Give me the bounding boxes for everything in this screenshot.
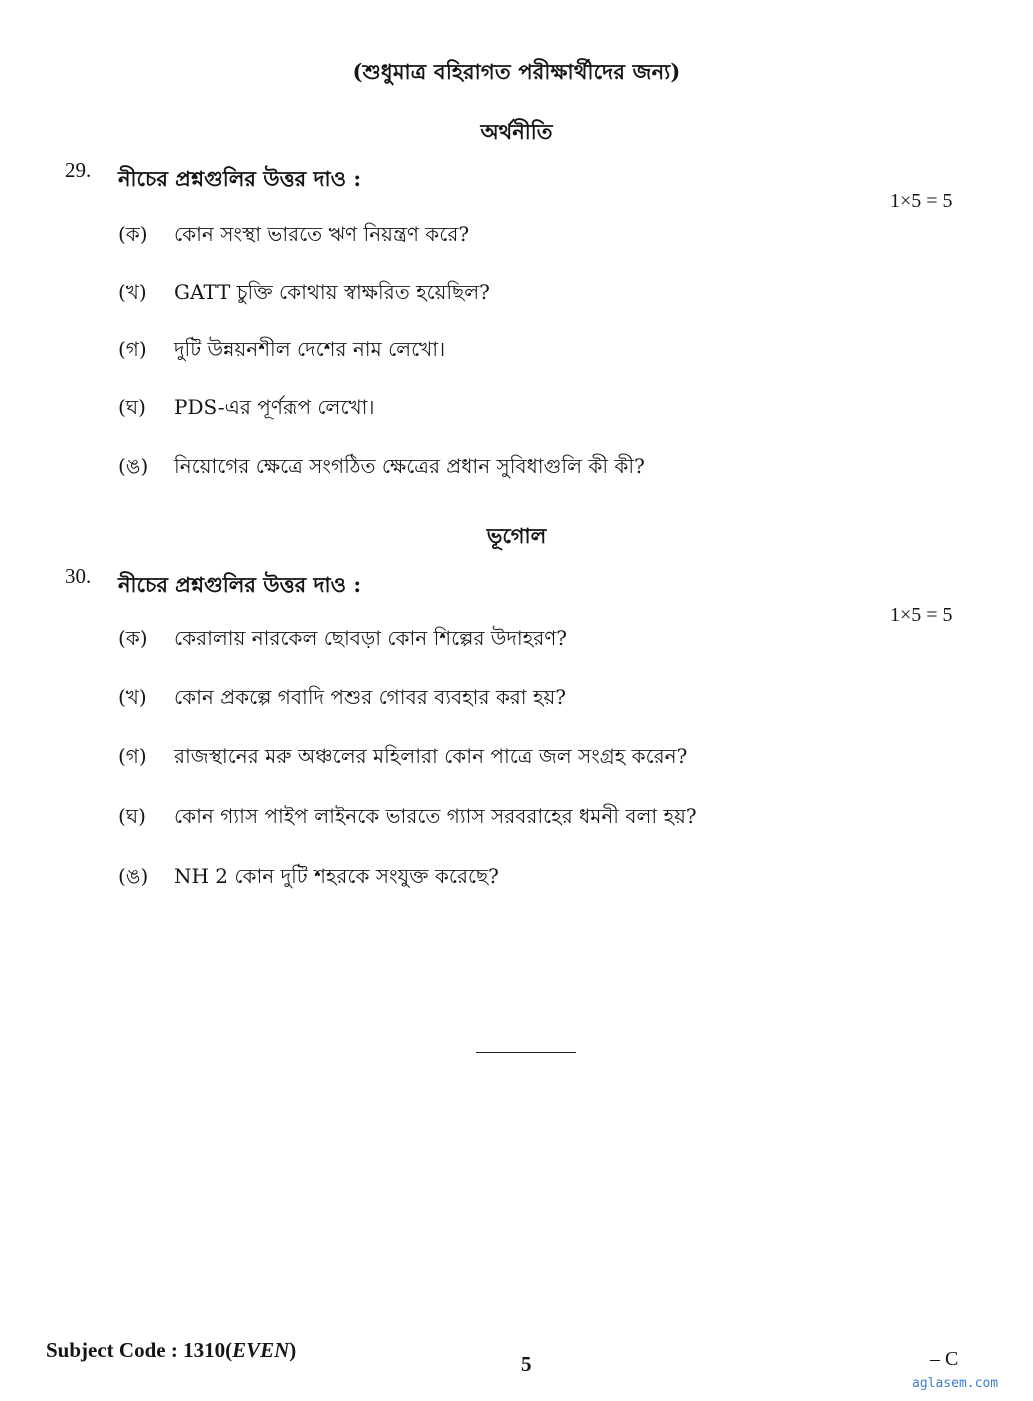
set-code: – C	[930, 1348, 959, 1370]
option-label: (ক)	[118, 626, 148, 650]
section-title-economics: অর্থনীতি	[480, 119, 553, 144]
end-divider	[476, 1052, 576, 1053]
option-text: PDS-এর পূর্ণরূপ লেখো।	[174, 395, 375, 419]
option-text: কোন সংস্থা ভারতে ঋণ নিয়ন্ত্রণ করে?	[174, 222, 470, 246]
page-number: 5	[521, 1352, 532, 1376]
option-29-kha	[118, 278, 490, 311]
subject-code-close: )	[289, 1338, 297, 1362]
option-30-kha	[118, 683, 566, 716]
option-label: (খ)	[118, 280, 147, 304]
option-label: (ঙ)	[118, 454, 149, 478]
option-label: (ঙ)	[118, 864, 149, 888]
option-30-uma	[118, 862, 499, 895]
option-text: GATT চুক্তি কোথায় স্বাক্ষরিত হয়েছিল?	[174, 280, 490, 304]
option-29-ga	[118, 335, 445, 368]
option-29-gha	[118, 393, 375, 426]
subject-code	[46, 1338, 296, 1363]
option-30-ga	[118, 742, 687, 775]
option-text: নিয়োগের ক্ষেত্রে সংগঠিত ক্ষেত্রের প্রধান সুবিধাগুলি কী কী?	[174, 454, 645, 478]
option-label: (ঘ)	[118, 395, 146, 419]
option-label: (গ)	[118, 744, 147, 768]
option-30-ka	[118, 624, 567, 657]
question-number-30: 30.	[65, 564, 92, 588]
option-29-ka	[118, 220, 469, 253]
option-text: কেরালায় নারকেল ছোবড়া কোন শিল্পের উদাহরণ?	[174, 626, 568, 650]
marks-30: 1×5 = 5	[890, 604, 953, 626]
option-text: রাজস্থানের মরু অঞ্চলের মহিলারা কোন পাত্রে জল সংগ্রহ করেন?	[174, 744, 688, 768]
watermark: aglasem.com	[912, 1376, 999, 1391]
option-text: দুটি উন্নয়নশীল দেশের নাম লেখো।	[174, 337, 446, 361]
option-29-uma	[118, 452, 645, 485]
question-text-30: নীচের প্রশ্নগুলির উত্তর দাও :	[118, 572, 362, 597]
subject-code-suffix: EVEN	[232, 1338, 290, 1362]
option-label: (ঘ)	[118, 804, 146, 828]
option-text: কোন প্রকল্পে গবাদি পশুর গোবর ব্যবহার করা হয়?	[174, 685, 566, 709]
option-30-gha	[118, 802, 697, 835]
marks-29: 1×5 = 5	[890, 190, 953, 212]
header-note: (শুধুমাত্র বহিরাগত পরীক্ষার্থীদের জন্য)	[352, 59, 681, 84]
option-label: (ক)	[118, 222, 148, 246]
option-label: (খ)	[118, 685, 147, 709]
option-text: NH 2 কোন দুটি শহরকে সংযুক্ত করেছে?	[174, 864, 499, 888]
option-label: (গ)	[118, 337, 147, 361]
subject-code-label: Subject Code : 1310(	[46, 1338, 233, 1362]
option-text: কোন গ্যাস পাইপ লাইনকে ভারতে গ্যাস সরবরাহের ধমনী বলা হয়?	[174, 804, 697, 828]
section-title-geography: ভূগোল	[486, 523, 547, 548]
question-number-29: 29.	[65, 158, 92, 182]
question-text-29: নীচের প্রশ্নগুলির উত্তর দাও :	[118, 166, 362, 191]
